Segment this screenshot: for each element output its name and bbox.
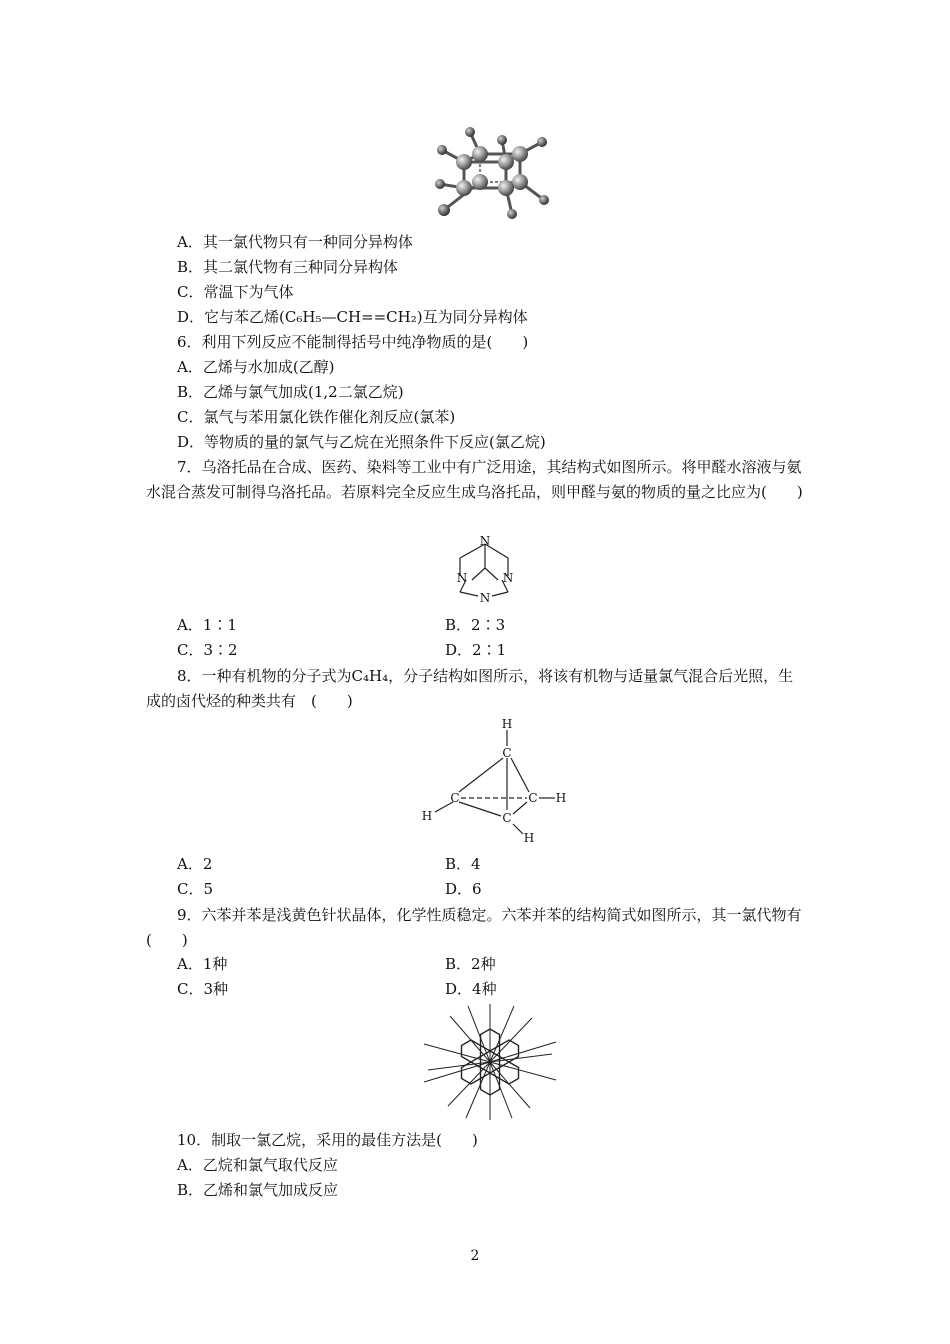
q9-option-a: A．1种 [177,955,228,973]
q6-option-b: B．乙烯与氯气加成(1,2二氯乙烷) [177,383,404,401]
q6-stem: 6．利用下列反应不能制得括号中纯净物质的是( ) [177,333,529,351]
q10-option-a: A．乙烷和氯气取代反应 [177,1156,338,1174]
q8-option-d: D．6 [445,880,482,898]
urotropine-n-right: N [502,571,514,585]
q5-option-b: B．其二氯代物有三种同分异构体 [177,258,399,276]
q9-option-c: C．3种 [177,980,229,998]
c4h4-c-top: C [502,746,512,760]
c4h4-tetrahedrane-figure [415,712,575,847]
q5-option-a: A．其一氯代物只有一种同分异构体 [177,233,413,251]
q9-option-d: D．4种 [445,980,497,998]
q9-option-b: B．2种 [445,955,496,973]
q7-stem: 7．乌洛托品在合成、医药、染料等工业中有广泛用途，其结构式如图所示。将甲醛水溶液与氨水混合蒸发可制得乌洛托品。若原料完全反应生成乌洛托品，则甲醛与氨的物质的量之比应为( ) [146,458,803,501]
c4h4-h-top: H [501,717,513,731]
urotropine-structure-figure [440,530,530,610]
urotropine-n-top: N [479,534,491,548]
q8-stem: 8．一种有机物的分子式为C₄H₄，分子结构如图所示，将该有机物与适量氯气混合后光照，生成的卤代烃的种类共有 ( ) [146,667,794,710]
q9-stem: 9．六苯并苯是浅黄色针状晶体，化学性质稳定。六苯并苯的结构简式如图所示，其一氯代物有( ) [146,906,802,949]
q8-option-b: B．4 [445,855,481,873]
q8-option-a: A．2 [177,855,213,873]
c4h4-h-left: H [421,809,433,823]
c4h4-c-bottom: C [502,811,512,825]
q10-stem: 10．制取一氯乙烷，采用的最佳方法是( ) [177,1131,478,1149]
q7-option-c: C．3∶2 [177,641,238,659]
q7-option-b: B．2∶3 [445,616,506,634]
c4h4-c-right: C [528,791,538,805]
q7-option-a: A．1∶1 [177,616,237,634]
q10-option-b: B．乙烯和氯气加成反应 [177,1181,339,1199]
page-number: 2 [470,1248,480,1264]
q7-option-d: D．2∶1 [445,641,507,659]
c4h4-h-bottom: H [523,831,535,845]
q5-option-c: C．常温下为气体 [177,283,294,301]
q6-option-a: A．乙烯与水加成(乙醇) [177,358,335,376]
c4h4-c-left: C [450,791,460,805]
urotropine-n-left: N [456,571,468,585]
urotropine-n-bottom: N [479,591,491,605]
c4h4-h-right: H [555,791,567,805]
q8-option-c: C．5 [177,880,214,898]
q5-option-d: D．它与苯乙烯(C₆H₅—CH==CH₂)互为同分异构体 [177,308,528,326]
cubane-ball-stick-figure [430,122,560,222]
coronene-structure-figure [420,1002,560,1122]
q6-option-c: C．氯气与苯用氯化铁作催化剂反应(氯苯) [177,408,456,426]
q6-option-d: D．等物质的量的氯气与乙烷在光照条件下反应(氯乙烷) [177,433,546,451]
